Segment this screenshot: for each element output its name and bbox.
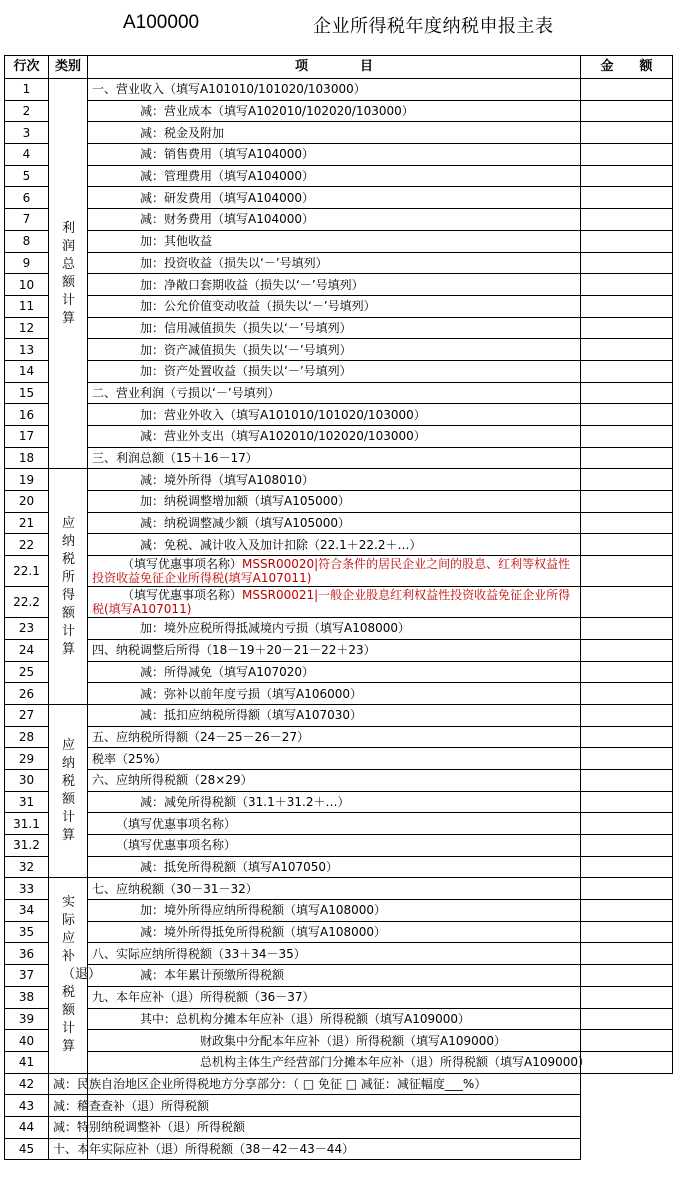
item-cell: [49, 1095, 210, 1117]
item-label: （填写优惠事项名称）: [116, 838, 237, 853]
table-row: [5, 426, 673, 448]
item-cell: [88, 252, 581, 274]
item-label: 一、营业收入（填写A101010/101020/103000）: [92, 82, 366, 97]
item-label: 三、利润总额（15＋16－17）: [92, 451, 258, 466]
amount-field[interactable]: [581, 965, 673, 987]
indent-spacer: [92, 278, 140, 292]
row-number: 31: [5, 791, 49, 813]
category-cell-actual-payable: 实际应补（退）税额计算: [49, 878, 88, 1073]
table-body: [5, 79, 673, 1160]
item-cell: [88, 382, 581, 404]
item-label: 减：财务费用（填写A104000）: [140, 212, 315, 227]
item-cell: [88, 295, 581, 317]
table-row: [5, 404, 673, 426]
item-cell: [88, 209, 581, 231]
amount-field[interactable]: [581, 100, 673, 122]
indent-spacer: [92, 538, 140, 552]
table-row: [5, 835, 673, 857]
item-label: 减：研发费用（填写A104000）: [140, 190, 315, 205]
amount-field[interactable]: [581, 491, 673, 513]
amount-field[interactable]: [581, 726, 673, 748]
item-label: 加：资产处置收益（损失以‘－’号填列）: [140, 364, 352, 379]
item-cell: [88, 122, 581, 144]
item-cell: [88, 404, 581, 426]
row-number: 27: [5, 704, 49, 726]
indent-spacer: [92, 687, 140, 701]
item-cell: [88, 1030, 581, 1052]
item-cell: [88, 943, 581, 965]
item-cell: [88, 965, 581, 987]
row-number: 22.1: [5, 556, 49, 587]
table-row: [5, 618, 673, 640]
category-cell-profit: 利润总额计算: [49, 79, 88, 469]
amount-field[interactable]: [581, 469, 673, 491]
item-cell: [88, 512, 581, 534]
item-label: 减：本年累计预缴所得税额: [140, 968, 285, 983]
amount-field[interactable]: [581, 856, 673, 878]
row-number: 29: [5, 748, 49, 770]
indent-spacer: [92, 1055, 200, 1069]
row-number: 40: [5, 1030, 49, 1052]
preferential-item-text: [92, 556, 580, 586]
item-label: 总机构主体生产经营部门分摊本年应补（退）所得税额（填写A109000）: [200, 1055, 591, 1070]
table-row: [5, 791, 673, 813]
table-row: [5, 1008, 673, 1030]
item-label: 二、营业利润（亏损以‘－’号填列）: [92, 385, 280, 400]
form-title: 企业所得税年度纳税申报主表: [313, 16, 554, 37]
item-label: 财政集中分配本年应补（退）所得税额（填写A109000）: [200, 1033, 507, 1048]
indent-spacer: [92, 1012, 140, 1026]
amount-field[interactable]: [581, 144, 673, 166]
amount-field[interactable]: [581, 661, 673, 683]
indent-spacer: [92, 1034, 200, 1048]
item-cell: [88, 856, 581, 878]
indent-spacer: [92, 429, 140, 443]
indent-spacer: [92, 147, 140, 161]
item-label: 减：境外所得（填写A108010）: [140, 472, 315, 487]
item-label: 减：纳税调整减少额（填写A105000）: [140, 516, 351, 531]
item-label: 六、应纳所得税额（28×29）: [92, 773, 253, 788]
item-cell: [88, 813, 581, 835]
table-row: [5, 769, 673, 791]
item-cell: [88, 639, 581, 661]
item-cell: [88, 274, 581, 296]
row-number: 44: [5, 1116, 49, 1138]
item-cell: [88, 878, 581, 900]
table-row: [5, 1138, 673, 1160]
row-number: 31.1: [5, 813, 49, 835]
item-cell: [88, 447, 581, 469]
table-row: [5, 556, 673, 587]
amount-field[interactable]: [581, 209, 673, 231]
table-row: [5, 187, 673, 209]
table-row: [5, 1116, 673, 1138]
amount-field[interactable]: [581, 317, 673, 339]
table-row: [5, 295, 673, 317]
item-cell: [88, 661, 581, 683]
item-cell: [88, 1008, 581, 1030]
table-row: [5, 122, 673, 144]
amount-field[interactable]: [581, 230, 673, 252]
amount-field[interactable]: [581, 382, 673, 404]
item-label: 加：公允价值变动收益（损失以‘－’号填列）: [140, 299, 376, 314]
indent-spacer: [92, 494, 140, 508]
indent-spacer: [92, 473, 140, 487]
item-cell: [88, 791, 581, 813]
indent-spacer: [92, 321, 140, 335]
item-cell: [88, 618, 581, 640]
item-cell: [88, 317, 581, 339]
item-label: 减：税金及附加: [140, 125, 225, 140]
row-number: 37: [5, 965, 49, 987]
table-row: [5, 165, 673, 187]
item-label: 五、应纳税所得额（24－25－26－27）: [92, 729, 310, 744]
item-cell: [88, 726, 581, 748]
amount-field[interactable]: [581, 122, 673, 144]
row-number: 24: [5, 639, 49, 661]
amount-field[interactable]: [581, 900, 673, 922]
table-row: [5, 639, 673, 661]
row-number: 26: [5, 683, 49, 705]
amount-field[interactable]: [581, 1008, 673, 1030]
amount-field[interactable]: [581, 618, 673, 640]
table-row: [5, 274, 673, 296]
item-cell: [88, 491, 581, 513]
item-label: 减：所得减免（填写A107020）: [140, 664, 315, 679]
table-row: [5, 491, 673, 513]
item-label: 税率（25%）: [92, 751, 167, 766]
indent-spacer: [92, 838, 116, 852]
indent-spacer: [92, 104, 140, 118]
table-row: [5, 382, 673, 404]
item-cell: [88, 704, 581, 726]
row-number: 3: [5, 122, 49, 144]
item-cell: [88, 556, 581, 587]
item-label: 其中：总机构分摊本年应补（退）所得税额（填写A109000）: [140, 1011, 471, 1026]
row-number: 16: [5, 404, 49, 426]
row-number: 2: [5, 100, 49, 122]
item-cell: [88, 1051, 591, 1073]
item-cell: [49, 1138, 355, 1160]
table-row: [5, 986, 673, 1008]
preferential-item-code: MSSR00020|符合条件的居民企业之间的股息、红利等权益性投资收益免征企业所得税(填写A107011): [92, 557, 571, 586]
item-label: 减：抵免所得税额（填写A107050）: [140, 860, 339, 875]
preferential-item-code: MSSR00021|一般企业股息红利权益性投资收益免征企业所得税(填写A107011): [92, 588, 571, 617]
amount-field[interactable]: [581, 252, 673, 274]
indent-spacer: [92, 299, 140, 313]
row-number: 6: [5, 187, 49, 209]
table-row: [5, 1051, 673, 1073]
item-cell: [88, 165, 581, 187]
table-row: [5, 921, 673, 943]
amount-field[interactable]: [581, 79, 673, 101]
header-amount: 金 额: [581, 56, 673, 79]
table-row: [5, 230, 673, 252]
table-row: [5, 878, 673, 900]
indent-spacer: [92, 708, 140, 722]
table-row: [5, 1073, 673, 1095]
amount-field[interactable]: [581, 274, 673, 296]
item-label: 加：信用减值损失（损失以‘－’号填列）: [140, 320, 352, 335]
tax-return-table: [4, 55, 673, 1160]
item-cell: [49, 1073, 487, 1095]
item-label: 加：境外所得应纳所得税额（填写A108000）: [140, 903, 387, 918]
preferential-item-text: [92, 587, 580, 617]
row-number: 43: [5, 1095, 49, 1117]
row-number: 45: [5, 1138, 49, 1160]
indent-spacer: [92, 968, 140, 982]
amount-field[interactable]: [581, 1030, 673, 1052]
header-row-no: 行次: [5, 56, 49, 79]
indent-spacer: [92, 795, 140, 809]
amount-field[interactable]: [581, 187, 673, 209]
table-row: [5, 252, 673, 274]
item-label: 加：纳税调整增加额（填写A105000）: [140, 494, 351, 509]
category-cell-taxable-income: 应纳税所得额计算: [49, 469, 88, 705]
row-number: 28: [5, 726, 49, 748]
item-cell: [88, 534, 581, 556]
header-item: 项 目: [88, 56, 581, 79]
item-label: 四、纳税调整后所得（18－19＋20－21－22＋23）: [92, 643, 376, 658]
table-row: [5, 100, 673, 122]
row-number: 13: [5, 339, 49, 361]
item-cell: [88, 144, 581, 166]
amount-field[interactable]: [581, 704, 673, 726]
item-label: 减：营业成本（填写A102010/102020/103000）: [140, 104, 414, 119]
indent-spacer: [92, 621, 140, 635]
table-row: [5, 469, 673, 491]
indent-spacer: [92, 169, 140, 183]
row-number: 7: [5, 209, 49, 231]
row-number: 39: [5, 1008, 49, 1030]
item-label: （填写优惠事项名称）: [116, 816, 237, 831]
form-code: A100000: [123, 12, 200, 33]
amount-field[interactable]: [581, 639, 673, 661]
item-label: 减：减免所得税额（31.1＋31.2＋…）: [140, 794, 350, 809]
item-cell: [88, 921, 581, 943]
item-label: 加：境外应税所得抵减境内亏损（填写A108000）: [140, 621, 411, 636]
preferential-item-prefix: （填写优惠事项名称）: [92, 588, 243, 603]
item-cell: [88, 426, 581, 448]
indent-spacer: [92, 860, 140, 874]
row-number: 35: [5, 921, 49, 943]
form-header: [0, 0, 676, 55]
item-label: 加：营业外收入（填写A101010/101020/103000）: [140, 407, 426, 422]
row-number: 15: [5, 382, 49, 404]
item-cell: [88, 683, 581, 705]
item-label: 减：特别纳税调整补（退）所得税额: [53, 1120, 246, 1135]
amount-field[interactable]: [581, 683, 673, 705]
item-label: 十、本年实际应补（退）所得税额（38－42－43－44）: [53, 1141, 355, 1156]
row-number: 33: [5, 878, 49, 900]
table-row: [5, 1030, 673, 1052]
indent-spacer: [92, 364, 140, 378]
amount-field[interactable]: [581, 556, 673, 587]
row-number: 10: [5, 274, 49, 296]
amount-field[interactable]: [581, 426, 673, 448]
amount-field[interactable]: [581, 1051, 673, 1073]
amount-field[interactable]: [581, 813, 673, 835]
amount-field[interactable]: [581, 748, 673, 770]
amount-field[interactable]: [581, 534, 673, 556]
amount-field[interactable]: [581, 447, 673, 469]
item-label: 减：稽查查补（退）所得税额: [53, 1098, 210, 1113]
table-row: [5, 661, 673, 683]
item-cell: [88, 79, 581, 101]
row-number: 23: [5, 618, 49, 640]
item-label: 减：民族自治地区企业所得税地方分享部分：（ □ 免征 □ 减征：减征幅度___%）: [53, 1076, 487, 1091]
header-category: 类别: [49, 56, 88, 79]
row-number: 30: [5, 769, 49, 791]
table-row: [5, 1095, 673, 1117]
item-label: 加：其他收益: [140, 234, 213, 249]
row-number: 9: [5, 252, 49, 274]
amount-field[interactable]: [581, 943, 673, 965]
item-label: 加：投资收益（损失以‘－’号填列）: [140, 255, 328, 270]
item-cell: [88, 748, 581, 770]
amount-field[interactable]: [581, 512, 673, 534]
item-label: 八、实际应纳所得税额（33＋34－35）: [92, 946, 306, 961]
amount-field[interactable]: [581, 404, 673, 426]
indent-spacer: [92, 817, 116, 831]
amount-field[interactable]: [581, 587, 673, 618]
item-cell: [88, 187, 581, 209]
item-label: 减：管理费用（填写A104000）: [140, 169, 315, 184]
row-number: 19: [5, 469, 49, 491]
item-cell: [88, 469, 581, 491]
item-cell: [88, 835, 581, 857]
item-cell: [49, 1116, 246, 1138]
indent-spacer: [92, 343, 140, 357]
item-cell: [88, 986, 581, 1008]
table-row: [5, 534, 673, 556]
row-number: 38: [5, 986, 49, 1008]
item-label: 减：销售费用（填写A104000）: [140, 147, 315, 162]
item-cell: [88, 360, 581, 382]
indent-spacer: [92, 191, 140, 205]
table-row: [5, 512, 673, 534]
item-cell: [88, 900, 581, 922]
table-row: [5, 943, 673, 965]
amount-field[interactable]: [581, 769, 673, 791]
table-row: [5, 339, 673, 361]
amount-field[interactable]: [581, 360, 673, 382]
item-cell: [88, 339, 581, 361]
item-label: 减：营业外支出（填写A102010/102020/103000）: [140, 429, 426, 444]
item-label: 减：境外所得抵免所得税额（填写A108000）: [140, 925, 387, 940]
amount-field[interactable]: [581, 165, 673, 187]
table-row: [5, 209, 673, 231]
table-row: [5, 587, 673, 618]
amount-field[interactable]: [581, 986, 673, 1008]
indent-spacer: [92, 516, 140, 530]
row-number: 21: [5, 512, 49, 534]
item-cell: [88, 769, 581, 791]
preferential-item-prefix: （填写优惠事项名称）: [92, 557, 243, 572]
row-number: 42: [5, 1073, 49, 1095]
row-number: 20: [5, 491, 49, 513]
item-label: 减：弥补以前年度亏损（填写A106000）: [140, 686, 363, 701]
indent-spacer: [92, 925, 140, 939]
indent-spacer: [92, 256, 140, 270]
row-number: 17: [5, 426, 49, 448]
table-row: [5, 704, 673, 726]
row-number: 41: [5, 1051, 49, 1073]
amount-field[interactable]: [581, 295, 673, 317]
indent-spacer: [92, 126, 140, 140]
table-row: [5, 79, 673, 101]
row-number: 8: [5, 230, 49, 252]
row-number: 25: [5, 661, 49, 683]
amount-field[interactable]: [581, 921, 673, 943]
table-row: [5, 748, 673, 770]
item-label: 减：抵扣应纳税所得额（填写A107030）: [140, 708, 363, 723]
amount-field[interactable]: [581, 878, 673, 900]
table-row: [5, 360, 673, 382]
item-label: 加：净敞口套期收益（损失以‘－’号填列）: [140, 277, 364, 292]
table-header-row: [5, 56, 673, 79]
amount-field[interactable]: [581, 339, 673, 361]
amount-field[interactable]: [581, 791, 673, 813]
item-cell: [88, 587, 581, 618]
item-cell: [88, 100, 581, 122]
indent-spacer: [92, 665, 140, 679]
item-label: 七、应纳税额（30－31－32）: [92, 881, 258, 896]
indent-spacer: [92, 903, 140, 917]
table-row: [5, 447, 673, 469]
item-label: 加：资产减值损失（损失以‘－’号填列）: [140, 342, 352, 357]
table-row: [5, 965, 673, 987]
row-number: 18: [5, 447, 49, 469]
indent-spacer: [92, 234, 140, 248]
row-number: 14: [5, 360, 49, 382]
table-row: [5, 144, 673, 166]
row-number: 5: [5, 165, 49, 187]
table-row: [5, 317, 673, 339]
indent-spacer: [92, 212, 140, 226]
amount-field[interactable]: [581, 835, 673, 857]
row-number: 22: [5, 534, 49, 556]
row-number: 1: [5, 79, 49, 101]
item-cell: [88, 230, 581, 252]
row-number: 36: [5, 943, 49, 965]
row-number: 11: [5, 295, 49, 317]
row-number: 12: [5, 317, 49, 339]
row-number: 31.2: [5, 835, 49, 857]
item-label: 九、本年应补（退）所得税额（36－37）: [92, 990, 315, 1005]
row-number: 4: [5, 144, 49, 166]
row-number: 22.2: [5, 587, 49, 618]
table-row: [5, 813, 673, 835]
indent-spacer: [92, 408, 140, 422]
category-cell-tax-payable: 应纳税额计算: [49, 704, 88, 878]
table-row: [5, 856, 673, 878]
table-row: [5, 900, 673, 922]
row-number: 32: [5, 856, 49, 878]
row-number: 34: [5, 900, 49, 922]
table-row: [5, 683, 673, 705]
item-label: 减：免税、减计收入及加计扣除（22.1＋22.2＋…）: [140, 537, 422, 552]
table-row: [5, 726, 673, 748]
